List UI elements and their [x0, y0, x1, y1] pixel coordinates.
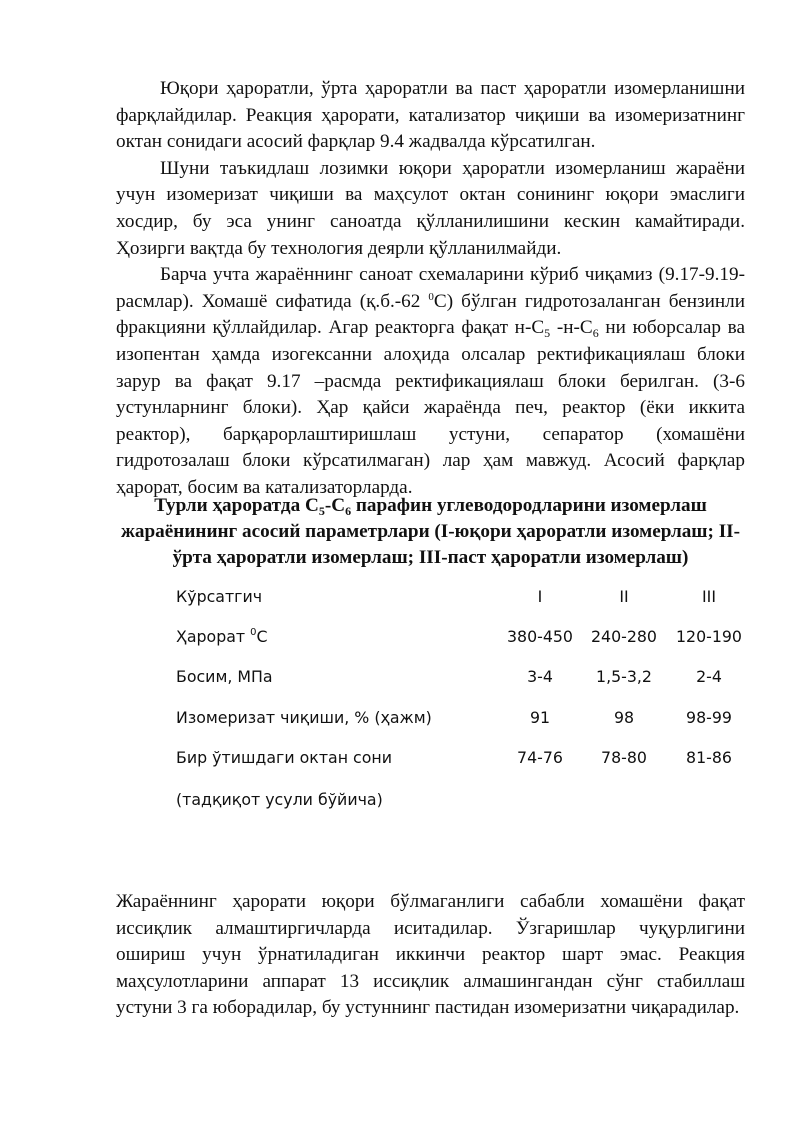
row-yield-label: Изомеризат чиқиши, % (ҳажм)	[176, 708, 432, 727]
pressure-ii: 1,5-3,2	[596, 667, 652, 686]
title-subscript-5: 5	[318, 504, 325, 518]
temperature-label-text: Ҳарорат	[176, 627, 251, 646]
temperature-i: 380-450	[506, 627, 573, 646]
subscript-5: 5	[544, 326, 551, 341]
paragraph-3	[116, 262, 745, 501]
octane-iii: 81-86	[686, 748, 732, 767]
temperature-degree-sup: 0	[250, 627, 257, 638]
octane-i: 74-76	[517, 748, 563, 767]
subscript-6: 6	[592, 326, 599, 341]
row-pressure-label: Босим, МПа	[176, 667, 273, 686]
row-temperature-label	[176, 627, 268, 647]
pressure-i: 3-4	[527, 667, 553, 686]
row-octane-label: Бир ўтишдаги октан сони	[176, 748, 392, 767]
intro-text	[116, 76, 745, 502]
title-part-1: Турли ҳароратда С	[154, 495, 319, 516]
temperature-unit: С	[256, 627, 268, 646]
paragraph-3-part-2: С) бўлган гидротозаланган бензинли фракцияни қўллайдилар. Агар реакторга фақат н-С	[116, 290, 745, 339]
closing-paragraph: Жараённинг ҳарорати юқори бўлмаганлиги сабабли хомашёни фақат иссиқлик алмаштиргичларда иситадилар. Ўзгаришлар чуқурлигини ошириш учун ўрнатиладиган иккинчи реактор шарт эмас. Реакция маҳсулотларини аппарат 13 иссиқлик алмашингандан сўнг стабиллаш устуни 3 га юборадилар, бу устуннинг пастидан изомеризатни чиқарадилар.	[116, 891, 745, 1019]
closing-text	[116, 889, 745, 1022]
octane-ii: 78-80	[601, 748, 647, 767]
title-part-2: -С	[324, 495, 346, 516]
paragraph-2: Шуни таъкидлаш лозимки юқори ҳароратли изомерланиш жараёни учун изомеризат чиқиши ва маҳсулот октан сонининг юқори эмаслиги хосдир, бу эса унинг саноатда қўлланилишини кескин камайтиради. Ҳозирги вақтда бу технология деярли қўлланилмайди.	[116, 157, 745, 259]
yield-ii: 98	[613, 708, 635, 727]
temperature-iii: 120-190	[675, 627, 742, 646]
header-col-iii: III	[702, 587, 716, 606]
title-subscript-6: 6	[345, 504, 352, 518]
yield-iii: 98-99	[686, 708, 732, 727]
title-part-3: парафин углеводородларини изомерлаш жараёнининг асосий параметрлари (I-юқори ҳароратли изомерлаш; II-ўрта ҳароратли изомерлаш; III-паст ҳароратли изомерлаш)	[120, 495, 741, 568]
paragraph-1: Юқори ҳароратли, ўрта ҳароратли ва паст ҳароратли изомерланишни фарқлайдилар. Реакция ҳарорати, катализатор чиқиши ва изомеризатнинг октан сонидаги асосий фарқлар 9.4 жадвалда кўрсатилган.	[116, 78, 745, 153]
degree-superscript: 0	[428, 290, 434, 303]
yield-i: 91	[529, 708, 551, 727]
paragraph-3-part-1: Барча учта жараённинг саноат схемаларини кўриб чиқамиз (9.17-9.19-расмлар). Хомашё сифатида (қ.б.-62	[116, 264, 745, 312]
pressure-iii: 2-4	[696, 667, 722, 686]
table-title	[116, 493, 745, 571]
table-note: (тадқиқот усули бўйича)	[176, 790, 383, 809]
header-col-i: I	[537, 587, 543, 606]
paragraph-3-part-4: ни юборсалар ва изопентан ҳамда изогексанни алоҳида олсалар ректификациялаш блоки зарур ва фақат 9.17 –расмда ректификациялаш блоки берилган. (3-6 устунларнинг блоки). Ҳар қайси жараёнда печ, реактор (ёки иккита реактор), барқарорлаштиришлаш устуни, сепаратор (хомашёни гидротозалаш блоки кўрсатилмаган) лар ҳам мавжуд. Асосий фарқлар ҳарорат, босим ва катализаторларда.	[116, 317, 745, 498]
header-label: Кўрсатгич	[176, 587, 263, 606]
paragraph-3-part-3: -н-С	[550, 317, 593, 339]
temperature-ii: 240-280	[590, 627, 657, 646]
header-col-ii: II	[619, 587, 629, 606]
